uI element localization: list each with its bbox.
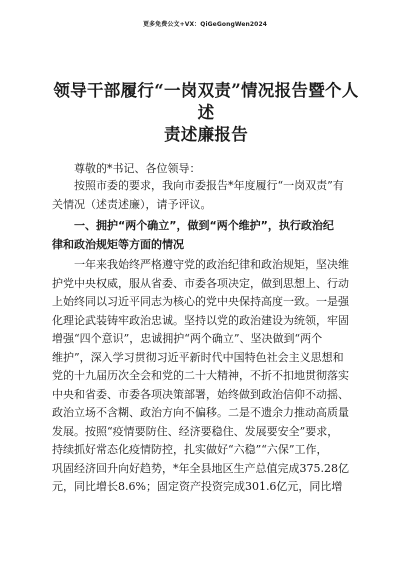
body-line: 增强“四个意识”，忠诚拥护“两个确立”、坚决做到“两个: [52, 332, 323, 345]
section-heading-line: 律和政治规矩等方面的情况: [52, 237, 184, 251]
intro-line: 关情况（述责述廉），请予评议。: [52, 197, 212, 211]
salutation: 尊敬的*书记、各位领导：: [74, 162, 201, 175]
section-heading-line: 一、拥护“两个确立”，做到“两个维护”，执行政治纪: [74, 219, 334, 232]
title-line-1: 领导干部履行“一岗双责”情况报告暨个人述: [53, 81, 359, 122]
body-line: 护党中央权威，服从省委、市委各项决定，做到思想上、行动: [52, 276, 349, 290]
document-body: [52, 80, 360, 497]
body-line: 政治立场不含糊、政治方向不偏移。二是不遗余力推动高质量: [52, 406, 349, 419]
body-line: 发展。按照“疫情要防住、经济要稳住、发展要安全”要求，: [52, 424, 339, 438]
body-line: 化理论武装铸牢政治忠诚。坚持以党的政治建设为统领，牢固: [52, 313, 349, 327]
body-line: 一年来我始终严格遵守党的政治纪律和政治规矩，坚决维: [74, 258, 349, 271]
body-paragraph: [52, 256, 360, 497]
body-line: 巩固经济回升向好趋势，*年全县地区生产总值完成375.28亿: [52, 461, 349, 475]
body-line: 持续抓好常态化疫情防控，扎实做好“六稳”“六保”工作，: [52, 443, 328, 456]
body-line: 上始终同以习近平同志为核心的党中央保持高度一致。一是强: [52, 295, 349, 308]
body-line: 维护”，深入学习贯彻习近平新时代中国特色社会主义思想和: [52, 350, 344, 364]
body-line: 党的十九届历次全会和党的二十大精神，不折不扣地贯彻落实: [52, 369, 349, 382]
section-heading: [52, 217, 360, 254]
body-line: 元，同比增长8.6%；固定资产投资完成301.6亿元，同比增: [52, 480, 343, 493]
body-line: 中央和省委、市委各项决策部署，始终做到政治信仰不动摇、: [52, 387, 349, 401]
title-line-2: 责述廉报告: [164, 125, 248, 144]
intro-line: 按照市委的要求，我向市委报告*年度履行“一岗双责”有: [74, 179, 344, 192]
header-note: 更多免费公文+VX：QiGeGongWen2024: [142, 21, 267, 28]
intro-paragraph: [52, 177, 360, 214]
document-title: [52, 80, 360, 146]
